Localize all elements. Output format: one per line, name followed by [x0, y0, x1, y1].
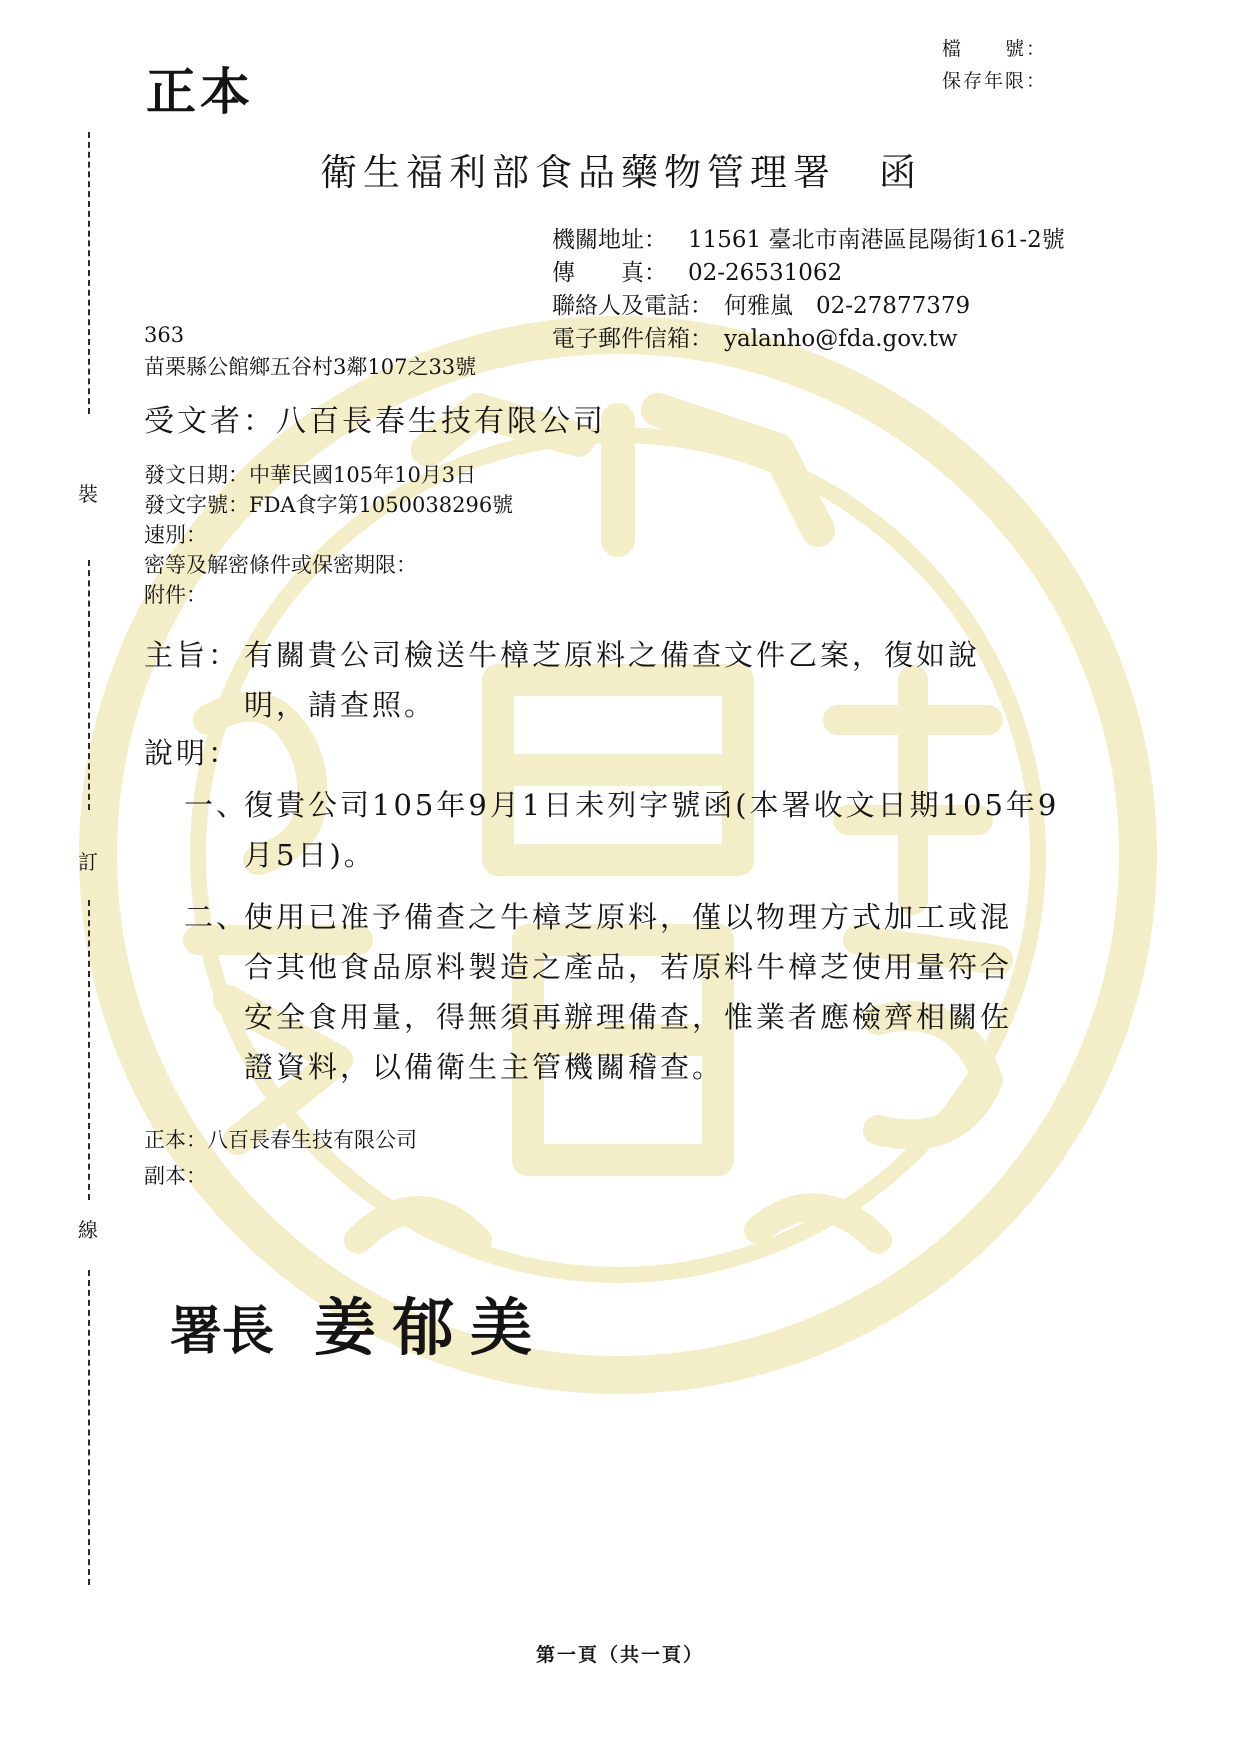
- address-label: 機關地址：: [552, 227, 667, 253]
- contact-value: 何雅嵐 02-27877379: [724, 293, 971, 319]
- recipient-label: 受文者：: [144, 404, 276, 439]
- subject-block: [144, 630, 980, 730]
- item-line: 安全食用量，得無須再辦理備查，惟業者應檢齊相關佐: [244, 1000, 1013, 1034]
- signature-block: [170, 1278, 548, 1367]
- email-label: 電子郵件信箱：: [552, 326, 713, 352]
- signature-name: 姜郁美: [314, 1291, 549, 1364]
- binding-dashed-line-middle: [88, 560, 90, 810]
- explanation-item-2: [184, 892, 1012, 1092]
- recipient-postal-code: 363: [144, 323, 185, 347]
- duplicate-label: 副本：: [144, 1164, 207, 1188]
- speed-row: [144, 520, 513, 550]
- document-info-block: [144, 460, 513, 610]
- document-title: 衛生福利部食品藥物管理署 函: [320, 151, 922, 194]
- contact-row: [552, 290, 1065, 323]
- fax-row: [552, 257, 1065, 290]
- item-line: 使用已准予備查之牛樟芝原料，僅以物理方式加工或混: [244, 900, 1013, 934]
- recipient-address: 苗栗縣公館鄉五谷村3鄰107之33號: [144, 355, 477, 379]
- item-line: 復貴公司105年9月1日未列字號函(本署收文日期105年9: [244, 788, 1060, 822]
- subject-row: [144, 630, 980, 730]
- copies-block: [144, 1122, 417, 1194]
- date-value: 中華民國105年10月3日: [249, 463, 477, 487]
- email-row: [552, 323, 1065, 356]
- email-value: yalanho@fda.gov.tw: [724, 326, 958, 352]
- subject-text: [244, 630, 980, 730]
- copy-stamp: 正本: [146, 62, 254, 121]
- speed-label: 速別：: [144, 523, 207, 547]
- address-value: 11561 臺北市南港區昆陽街161-2號: [688, 227, 1065, 253]
- explanation-item: [184, 892, 1012, 1092]
- page-number: 第一頁（共一頁）: [536, 1644, 705, 1666]
- item-line: 合其他食品原料製造之產品，若原料牛樟芝使用量符合: [244, 950, 1013, 984]
- subject-label: 主旨：: [144, 638, 241, 672]
- fax-value: 02-26531062: [688, 260, 843, 286]
- fax-label: 傳 真：: [552, 260, 667, 286]
- binding-dashed-line-top: [88, 132, 90, 414]
- original-value: 八百長春生技有限公司: [207, 1128, 417, 1152]
- binding-char-xian: 線: [78, 1218, 98, 1242]
- item-text: [244, 892, 1012, 1092]
- retention-label: 保存年限：: [942, 70, 1048, 92]
- recipient-name: 八百長春生技有限公司: [276, 404, 606, 439]
- number-label: 發文字號：: [144, 493, 249, 517]
- subject-line-1: 有關貴公司檢送牛樟芝原料之備查文件乙案，復如說: [244, 638, 981, 672]
- binding-dashed-line-bottom: [88, 1270, 90, 1585]
- duplicate-row: [144, 1158, 417, 1194]
- binding-dashed-line-lower: [88, 900, 90, 1200]
- date-row: [144, 460, 513, 490]
- file-number-label: 檔 號：: [942, 38, 1048, 60]
- explanation-label: 說明：: [144, 736, 241, 770]
- explanation-item: [184, 780, 1059, 880]
- item-text: [244, 780, 1059, 880]
- signature-title: 署長: [170, 1301, 275, 1362]
- item-line: 月5日)。: [244, 838, 376, 872]
- sender-contact-block: [552, 224, 1065, 356]
- number-value: FDA食字第1050038296號: [249, 493, 514, 517]
- contact-label: 聯絡人及電話：: [552, 293, 713, 319]
- original-label: 正本：: [144, 1128, 207, 1152]
- binding-char-zhuang: 裝: [78, 482, 98, 506]
- original-row: [144, 1122, 417, 1158]
- item-number: 二、: [184, 900, 249, 934]
- secrecy-row: [144, 550, 513, 580]
- attachment-row: [144, 580, 513, 610]
- number-row: [144, 490, 513, 520]
- recipient-line: [144, 396, 606, 440]
- explanation-item-1: [184, 780, 1059, 880]
- address-row: [552, 224, 1065, 257]
- attachment-label: 附件：: [144, 583, 207, 607]
- item-number: 一、: [184, 788, 249, 822]
- date-label: 發文日期：: [144, 463, 249, 487]
- subject-line-2: 明，請查照。: [244, 688, 437, 722]
- binding-char-ding: 訂: [78, 850, 98, 874]
- item-line: 證資料，以備衛生主管機關稽查。: [244, 1050, 725, 1084]
- secrecy-label: 密等及解密條件或保密期限：: [144, 553, 417, 577]
